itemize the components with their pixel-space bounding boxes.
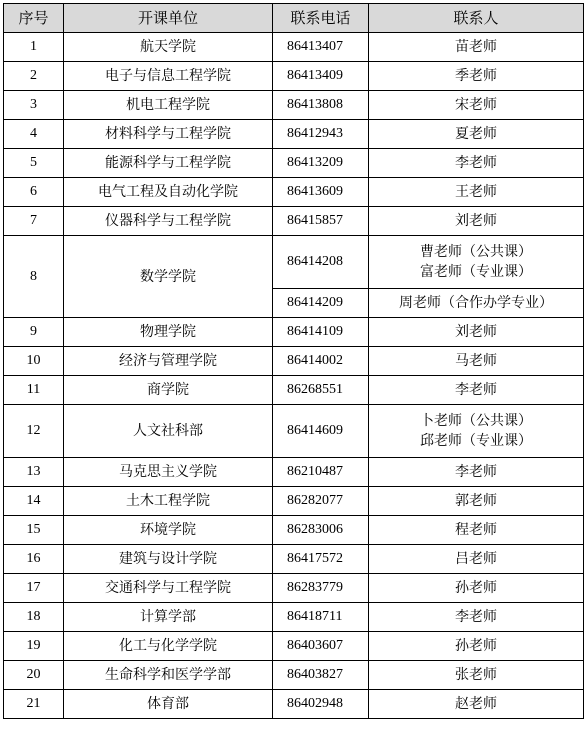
- table-row: [4, 405, 584, 458]
- table-header-row: [4, 4, 584, 33]
- row-unit: 生命科学和医学学部: [64, 661, 273, 690]
- row-index: 12: [4, 405, 64, 458]
- row-contact: 马老师: [369, 347, 584, 376]
- row-phone: 86283779: [273, 574, 369, 603]
- row-unit: 材料科学与工程学院: [64, 120, 273, 149]
- row-contact: 孙老师: [369, 632, 584, 661]
- contact-table: [3, 3, 584, 719]
- row-contact: 李老师: [369, 458, 584, 487]
- row-contact: 苗老师: [369, 33, 584, 62]
- row-index: 2: [4, 62, 64, 91]
- row-phone: 86415857: [273, 207, 369, 236]
- header-index: 序号: [4, 4, 64, 33]
- row-phone: 86412943: [273, 120, 369, 149]
- row-contact: 宋老师: [369, 91, 584, 120]
- row-index: 11: [4, 376, 64, 405]
- table-row: [4, 690, 584, 719]
- table-row: [4, 236, 584, 289]
- contact-line: 富老师（专业课）: [420, 264, 532, 280]
- table-body: [4, 33, 584, 719]
- contact-table-wrapper: [3, 3, 584, 719]
- table-row: [4, 545, 584, 574]
- contact-line: 曹老师（公共课）: [420, 244, 532, 260]
- row-contact: 李老师: [369, 149, 584, 178]
- row-phone: 86403607: [273, 632, 369, 661]
- table-row: [4, 661, 584, 690]
- row-phone: 86413808: [273, 91, 369, 120]
- row-unit: 数学学院: [64, 236, 273, 318]
- row-index: 15: [4, 516, 64, 545]
- row-phone: 86414002: [273, 347, 369, 376]
- row-unit: 机电工程学院: [64, 91, 273, 120]
- row-phone: 86414109: [273, 318, 369, 347]
- row-unit: 物理学院: [64, 318, 273, 347]
- row-unit: 经济与管理学院: [64, 347, 273, 376]
- row-phone: 86413407: [273, 33, 369, 62]
- row-index: 17: [4, 574, 64, 603]
- row-phone: 86210487: [273, 458, 369, 487]
- row-contact: 夏老师: [369, 120, 584, 149]
- table-row: [4, 91, 584, 120]
- row-index: 21: [4, 690, 64, 719]
- row-contact: [369, 405, 584, 458]
- table-row: [4, 149, 584, 178]
- row-index: 6: [4, 178, 64, 207]
- row-index: 18: [4, 603, 64, 632]
- row-phone: 86414209: [273, 289, 369, 318]
- table-row: [4, 632, 584, 661]
- row-phone: 86414609: [273, 405, 369, 458]
- row-unit: 航天学院: [64, 33, 273, 62]
- row-contact: 刘老师: [369, 207, 584, 236]
- row-index: 7: [4, 207, 64, 236]
- row-index: 3: [4, 91, 64, 120]
- row-unit: 计算学部: [64, 603, 273, 632]
- table-row: [4, 120, 584, 149]
- row-contact: 张老师: [369, 661, 584, 690]
- row-phone: 86418711: [273, 603, 369, 632]
- row-phone: 86417572: [273, 545, 369, 574]
- row-phone: 86282077: [273, 487, 369, 516]
- row-contact: 李老师: [369, 603, 584, 632]
- table-row: [4, 207, 584, 236]
- row-phone: 86268551: [273, 376, 369, 405]
- contact-line: 卜老师（公共课）: [420, 413, 532, 429]
- row-index: 9: [4, 318, 64, 347]
- table-row: [4, 376, 584, 405]
- row-index: 16: [4, 545, 64, 574]
- header-phone: 联系电话: [273, 4, 369, 33]
- row-contact: 季老师: [369, 62, 584, 91]
- table-row: [4, 62, 584, 91]
- table-row: [4, 33, 584, 62]
- row-contact: 王老师: [369, 178, 584, 207]
- row-unit: 能源科学与工程学院: [64, 149, 273, 178]
- row-contact: 郭老师: [369, 487, 584, 516]
- row-index: 1: [4, 33, 64, 62]
- table-row: [4, 574, 584, 603]
- row-unit: 人文社科部: [64, 405, 273, 458]
- table-row: [4, 458, 584, 487]
- table-row: [4, 178, 584, 207]
- table-row: [4, 347, 584, 376]
- row-unit: 环境学院: [64, 516, 273, 545]
- row-contact: 李老师: [369, 376, 584, 405]
- row-unit: 化工与化学学院: [64, 632, 273, 661]
- row-index: 10: [4, 347, 64, 376]
- row-index: 4: [4, 120, 64, 149]
- row-index: 19: [4, 632, 64, 661]
- table-row: [4, 487, 584, 516]
- row-contact: 程老师: [369, 516, 584, 545]
- row-index: 8: [4, 236, 64, 318]
- row-index: 13: [4, 458, 64, 487]
- row-unit: 体育部: [64, 690, 273, 719]
- contact-line: 周老师（合作办学专业）: [399, 295, 553, 311]
- row-unit: 建筑与设计学院: [64, 545, 273, 574]
- row-phone: 86413409: [273, 62, 369, 91]
- row-index: 20: [4, 661, 64, 690]
- row-contact: [369, 236, 584, 289]
- row-phone: 86413609: [273, 178, 369, 207]
- row-index: 5: [4, 149, 64, 178]
- row-unit: 仪器科学与工程学院: [64, 207, 273, 236]
- row-contact: 孙老师: [369, 574, 584, 603]
- table-row: [4, 516, 584, 545]
- row-contact: 赵老师: [369, 690, 584, 719]
- header-contact: 联系人: [369, 4, 584, 33]
- row-unit: 马克思主义学院: [64, 458, 273, 487]
- row-contact: 刘老师: [369, 318, 584, 347]
- row-unit: 商学院: [64, 376, 273, 405]
- row-phone: 86283006: [273, 516, 369, 545]
- table-row: [4, 603, 584, 632]
- row-unit: 电子与信息工程学院: [64, 62, 273, 91]
- row-unit: 电气工程及自动化学院: [64, 178, 273, 207]
- row-unit: 交通科学与工程学院: [64, 574, 273, 603]
- row-phone: 86402948: [273, 690, 369, 719]
- table-row: [4, 318, 584, 347]
- row-contact: 吕老师: [369, 545, 584, 574]
- header-unit: 开课单位: [64, 4, 273, 33]
- row-unit: 土木工程学院: [64, 487, 273, 516]
- row-index: 14: [4, 487, 64, 516]
- row-phone: 86414208: [273, 236, 369, 289]
- row-phone: 86403827: [273, 661, 369, 690]
- row-phone: 86413209: [273, 149, 369, 178]
- row-contact: [369, 289, 584, 318]
- contact-line: 邱老师（专业课）: [420, 433, 532, 449]
